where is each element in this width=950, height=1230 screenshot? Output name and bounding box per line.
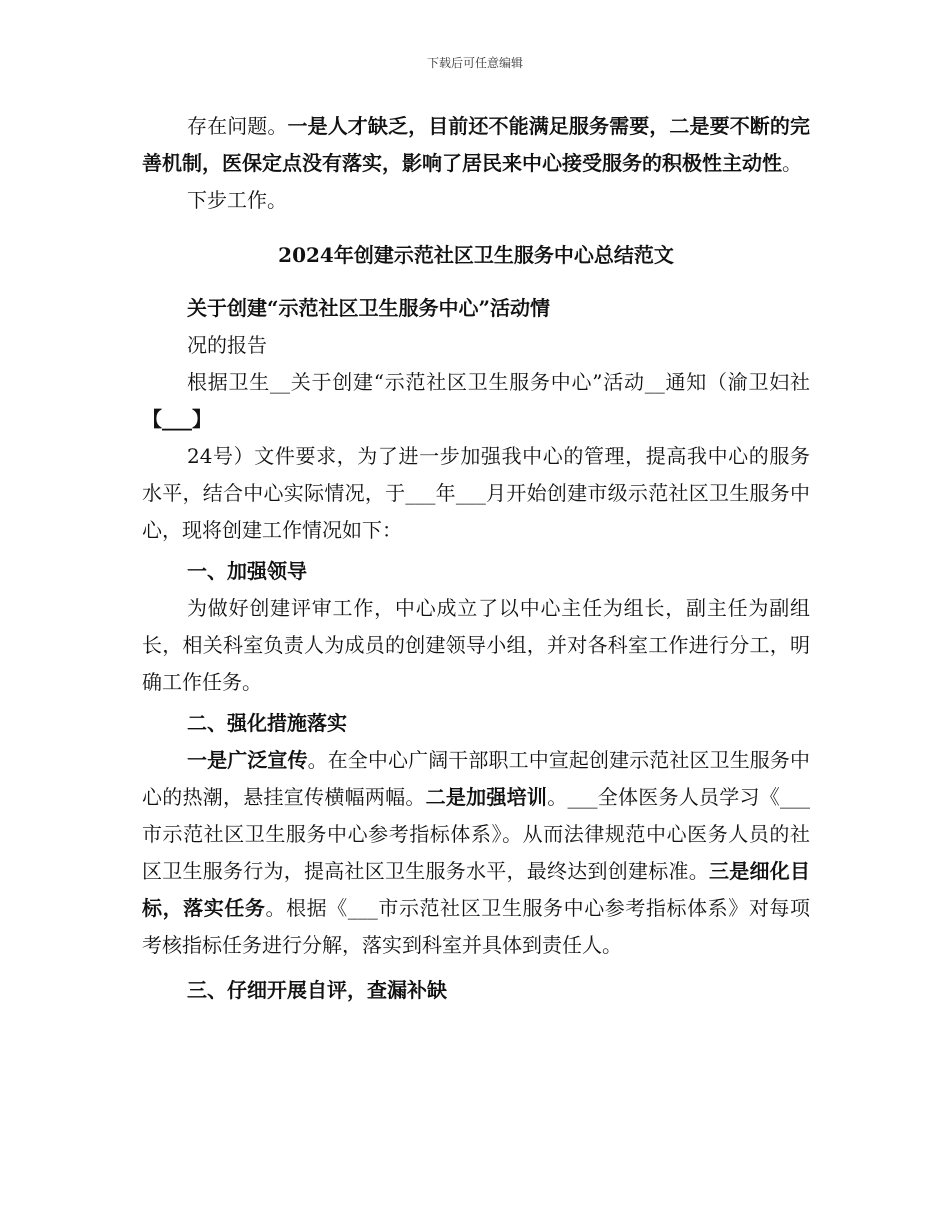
report-title-continued: 况的报告 <box>187 333 267 357</box>
basis-text: 根据卫生__关于创建“示范社区卫生服务中心”活动__通知（渝卫妇社 <box>187 370 810 394</box>
measure-1-label: 一是广泛宣传 <box>187 748 308 772</box>
measure-3-text: 。根据《___市示范社区卫生服务中心参考指标体系》对每项考核指标任务进行分解，落实到科室并具体到责任人。 <box>142 896 811 957</box>
measure-2-label: 二是加强培训 <box>425 785 548 809</box>
paragraph-measures <box>142 742 810 964</box>
page-header: 下载后可任意编辑 <box>426 56 523 70</box>
section-heading-2: 二、强化措施落实 <box>187 711 347 735</box>
section-heading-1: 一、加强领导 <box>187 559 307 583</box>
basis-number: 【___】 <box>142 407 212 431</box>
paragraph-leadership: 为做好创建评审工作，中心成立了以中心主任为组长，副主任为副组长，相关科室负责人为成员的创建领导小组，并对各科室工作进行分工，明确工作任务。 <box>142 596 810 694</box>
report-title: 关于创建“示范社区卫生服务中心”活动情 <box>187 296 551 320</box>
measure-2-text: 。___全体医务人员学习《___市示范社区卫生服务中心参考指标体系》。从而法律规范中心医务人员的社区卫生服务行为，提高社区卫生服务水平，最终达到创建标准。 <box>142 785 811 883</box>
problems-detail: 一是人才缺乏，目前还不能满足服务需要，二是要不断的完善机制，医保定点没有落实，影响了居民来中心接受服务的积极性主动性 <box>142 114 810 175</box>
paragraph-requirements: 24号）文件要求，为了进一步加强我中心的管理，提高我中心的服务水平，结合中心实际情况，于___年___月开始创建市级示范社区卫生服务中心，现将创建工作情况如下： <box>142 444 810 542</box>
paragraph-basis <box>142 364 810 438</box>
paragraph-problems <box>142 108 810 182</box>
measure-3-label: 三是细化目标，落实任务 <box>142 859 810 920</box>
measure-1-text: 。在全中心广阔干部职工中宣起创建示范社区卫生服务中心的热潮，悬挂宣传横幅两幅。 <box>142 748 811 809</box>
section-heading-3: 三、仔细开展自评，查漏补缺 <box>187 978 447 1002</box>
paragraph-next-steps: 下步工作。 <box>187 188 287 212</box>
document-body <box>142 108 810 1009</box>
problems-lead: 存在问题。 <box>187 114 288 138</box>
problems-end: 。 <box>782 151 802 175</box>
document-title: 2024年创建示范社区卫生服务中心总结范文 <box>278 243 674 267</box>
